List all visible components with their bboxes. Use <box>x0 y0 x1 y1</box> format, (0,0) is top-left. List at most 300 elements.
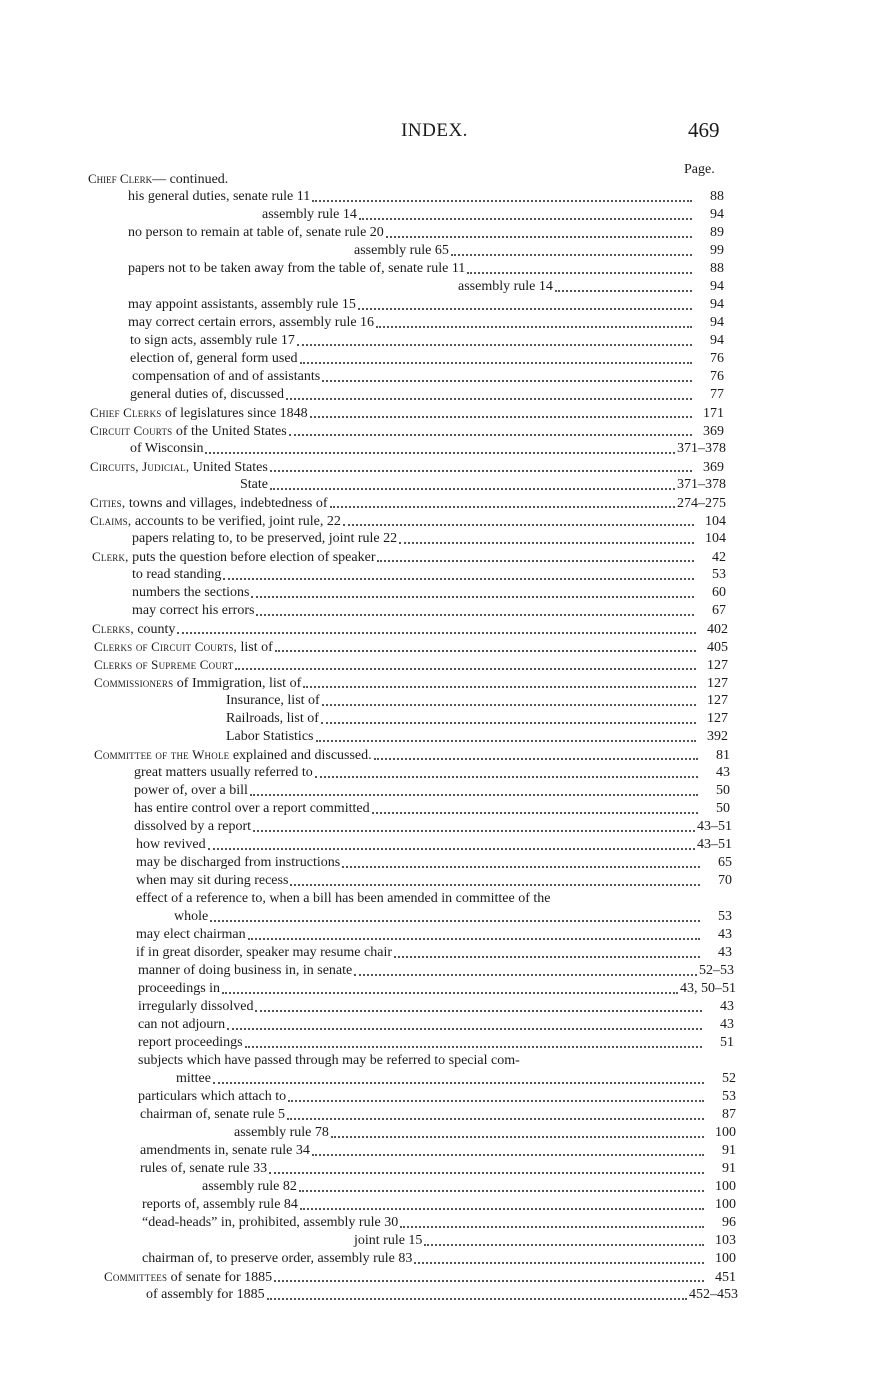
entry-text: general duties of, discussed <box>130 387 284 402</box>
entry-page-number: 452–453 <box>689 1287 738 1302</box>
entry-label <box>140 1160 267 1178</box>
entry-page-number: 67 <box>712 603 726 618</box>
entry-text: subjects which have passed through may be referred to special com- <box>138 1053 520 1068</box>
entry-text: towns and villages, indebtedness of <box>125 496 328 511</box>
leader-dots <box>376 326 692 328</box>
entry-label <box>136 926 246 944</box>
index-entry <box>130 350 724 368</box>
entry-text: of assembly for 1885 <box>146 1287 265 1302</box>
entry-text: numbers the sections <box>132 585 250 600</box>
entry-label <box>130 440 203 458</box>
index-entry <box>132 602 726 620</box>
entry-page-number: 94 <box>710 333 724 348</box>
entry-page-number: 81 <box>716 748 730 763</box>
entry-page-number: 104 <box>705 514 726 529</box>
entry-label <box>132 530 397 548</box>
entry-text: manner of doing business in, in senate <box>138 963 353 978</box>
leader-dots <box>374 758 698 760</box>
leader-dots <box>310 416 692 418</box>
entry-page-number: 127 <box>707 711 728 726</box>
entry-text: if in great disorder, speaker may resume chair <box>136 945 392 960</box>
leader-dots <box>251 596 694 598</box>
entry-label <box>138 998 253 1016</box>
index-entry <box>128 296 724 314</box>
leader-dots <box>386 236 692 238</box>
leader-dots <box>227 1028 702 1030</box>
index-entry <box>132 368 724 386</box>
leader-dots <box>322 704 696 706</box>
entry-term: Committees <box>104 1269 168 1284</box>
entry-text: report proceedings <box>138 1035 243 1050</box>
entry-label <box>134 782 248 800</box>
entry-text: may elect chairman <box>136 927 246 942</box>
leader-dots <box>297 344 692 346</box>
leader-dots <box>208 848 695 850</box>
entry-label <box>226 728 314 746</box>
entry-text: election of, general form used <box>130 351 298 366</box>
entry-text: his general duties, senate rule 11 <box>128 189 311 204</box>
leader-dots <box>274 1280 704 1282</box>
entry-text: how revived <box>136 837 206 852</box>
leader-dots <box>269 1172 704 1174</box>
entry-label <box>128 296 356 314</box>
entry-label <box>134 800 370 818</box>
leader-dots <box>286 398 692 400</box>
entry-text: rules of, senate rule 33 <box>140 1161 268 1176</box>
entry-page-number: 100 <box>715 1197 736 1212</box>
entry-label <box>146 1286 265 1304</box>
entry-page-number: 42 <box>712 550 726 565</box>
entry-page-number: 70 <box>718 873 732 888</box>
index-entry <box>90 512 726 530</box>
entry-label <box>136 944 392 962</box>
entry-page-number: 50 <box>716 783 730 798</box>
entry-text: of the United States <box>172 424 287 439</box>
entry-text: to read standing <box>132 567 222 582</box>
entry-label <box>132 584 249 602</box>
leader-dots <box>205 452 675 454</box>
entry-term: Committee of the Whole <box>94 747 230 762</box>
entry-page-number: 369 <box>703 460 724 475</box>
entry-page-number: 43 <box>716 765 730 780</box>
entry-text: mittee <box>176 1071 211 1086</box>
entry-page-number: 96 <box>722 1215 736 1230</box>
index-entry <box>92 620 728 638</box>
entry-page-number: 100 <box>715 1125 736 1140</box>
entry-page-number: 52 <box>722 1071 736 1086</box>
entry-text: county <box>133 622 176 637</box>
leader-dots <box>331 1136 704 1138</box>
entry-page-number: 100 <box>715 1179 736 1194</box>
entry-label <box>94 674 301 693</box>
index-entry <box>104 1268 736 1286</box>
entry-page-number: 91 <box>722 1161 736 1176</box>
entry-label <box>138 980 220 998</box>
entry-label <box>176 1070 211 1088</box>
leader-dots <box>400 1226 704 1228</box>
entry-text: chairman of, to preserve order, assembly rule 83 <box>142 1251 413 1266</box>
entry-label <box>262 206 357 224</box>
entry-page-number: 53 <box>722 1089 736 1104</box>
leader-dots <box>467 272 692 274</box>
entry-page-number: 88 <box>710 261 724 276</box>
index-entry <box>174 908 732 926</box>
entry-term: Claims, <box>90 513 132 528</box>
entry-text: Railroads, list of <box>226 711 319 726</box>
entry-label <box>128 260 465 278</box>
index-entry <box>132 584 726 602</box>
leader-dots <box>359 218 692 220</box>
index-entry <box>90 494 726 512</box>
leader-dots <box>255 1010 702 1012</box>
entry-text: joint rule 15 <box>354 1233 423 1248</box>
entry-page-number: 53 <box>712 567 726 582</box>
entry-label <box>132 566 221 584</box>
leader-dots <box>372 812 698 814</box>
leader-dots <box>330 506 675 508</box>
index-entry <box>94 638 728 656</box>
index-entry <box>240 476 726 494</box>
index-entry <box>138 998 734 1016</box>
leader-dots <box>312 200 692 202</box>
entry-text: reports of, assembly rule 84 <box>142 1197 298 1212</box>
entry-text: power of, over a bill <box>134 783 248 798</box>
entry-text: of Wisconsin <box>130 441 204 456</box>
entry-page-number: 88 <box>710 189 724 204</box>
entry-text: assembly rule 65 <box>354 243 449 258</box>
entry-text: may be discharged from instructions <box>136 855 341 870</box>
entry-text: — continued. <box>152 172 229 187</box>
index-entry <box>128 188 724 206</box>
leader-dots <box>451 254 692 256</box>
entry-text: Insurance, list of <box>226 693 320 708</box>
leader-dots <box>253 830 695 832</box>
entry-text: chairman of, senate rule 5 <box>140 1107 285 1122</box>
entry-page-number: 77 <box>710 387 724 402</box>
index-entry <box>142 1250 736 1268</box>
entry-page-number: 371–378 <box>677 441 726 456</box>
leader-dots <box>287 1118 704 1120</box>
entry-term: Commissioners <box>94 675 174 690</box>
entry-term: Clerks of Circuit Courts, <box>94 639 237 654</box>
entry-label <box>226 692 320 710</box>
index-heading <box>88 170 228 189</box>
index-entry <box>94 746 730 764</box>
index-entry <box>134 800 730 818</box>
index-entry <box>226 692 728 710</box>
entry-text: whole <box>174 909 209 924</box>
entry-page-number: 52–53 <box>699 963 734 978</box>
entry-label <box>140 1106 285 1124</box>
entry-term: Cities, <box>90 495 126 510</box>
entry-label <box>138 1088 286 1106</box>
entry-text: puts the question before election of speaker <box>128 550 376 565</box>
leader-dots <box>414 1262 704 1264</box>
entry-label <box>354 1232 422 1250</box>
entry-page-number: 51 <box>720 1035 734 1050</box>
leader-dots <box>270 488 675 490</box>
index-entry <box>134 764 730 782</box>
entry-text: of legislatures since 1848 <box>161 406 308 421</box>
entry-page-number: 43–51 <box>697 837 732 852</box>
entry-label <box>104 1268 272 1287</box>
entry-page-number: 43–51 <box>697 819 732 834</box>
entry-label <box>90 458 268 477</box>
entry-page-number: 87 <box>722 1107 736 1122</box>
index-entry <box>94 656 728 674</box>
entry-label <box>138 1016 225 1034</box>
entry-label <box>234 1124 329 1142</box>
entry-page-number: 65 <box>718 855 732 870</box>
entry-text: assembly rule 78 <box>234 1125 329 1140</box>
entry-text: papers not to be taken away from the table of, senate rule 11 <box>128 261 466 276</box>
entry-text: compensation of and of assistants <box>132 369 321 384</box>
entry-page-number: 451 <box>715 1270 736 1285</box>
entry-page-number: 99 <box>710 243 724 258</box>
index-entry <box>136 872 732 890</box>
entry-term: Circuits, Judicial, <box>90 459 190 474</box>
entry-page-number: 127 <box>707 658 728 673</box>
entry-page-number: 94 <box>710 207 724 222</box>
entry-label <box>142 1250 412 1268</box>
entry-label <box>136 836 206 854</box>
entry-page-number: 94 <box>710 297 724 312</box>
entry-text: when may sit during recess <box>136 873 289 888</box>
entry-label <box>136 872 288 890</box>
entry-text: dissolved by a report <box>134 819 252 834</box>
entry-label <box>142 1196 298 1214</box>
entry-text: proceedings in <box>138 981 221 996</box>
entry-label <box>174 908 208 926</box>
index-entry <box>176 1070 736 1088</box>
index-entry <box>142 1214 736 1232</box>
entry-label <box>92 620 175 639</box>
index-entry <box>130 440 726 458</box>
entry-label <box>134 818 251 836</box>
index-entry <box>136 854 732 872</box>
entry-text: irregularly dissolved <box>138 999 254 1014</box>
entry-text: papers relating to, to be preserved, joint rule 22 <box>132 531 398 546</box>
entry-text: list of <box>236 640 273 655</box>
entry-text: amendments in, senate rule 34 <box>140 1143 310 1158</box>
index-entry <box>226 710 728 728</box>
leader-dots <box>394 956 700 958</box>
leader-dots <box>267 1298 687 1300</box>
entry-label <box>458 278 553 296</box>
index-entry <box>458 278 724 296</box>
entry-label <box>136 854 340 872</box>
leader-dots <box>213 1082 704 1084</box>
entry-term: Clerks, <box>92 621 134 636</box>
entry-label <box>130 386 284 404</box>
index-entry <box>140 1142 736 1160</box>
entry-page-number: 76 <box>710 351 724 366</box>
entry-page-number: 103 <box>715 1233 736 1248</box>
entry-label <box>90 494 328 513</box>
entry-page-number: 371–378 <box>677 477 726 492</box>
entry-label <box>240 476 268 494</box>
entry-page-number: 402 <box>707 622 728 637</box>
entry-text: United States <box>189 460 268 475</box>
page-number: 469 <box>688 118 720 142</box>
page-title: INDEX. <box>401 120 468 141</box>
entry-page-number: 43 <box>718 927 732 942</box>
entry-text: effect of a reference to, when a bill has been amended in committee of the <box>136 891 551 906</box>
entry-text: assembly rule 82 <box>202 1179 297 1194</box>
entry-text: of Immigration, list of <box>173 676 302 691</box>
leader-dots <box>424 1244 704 1246</box>
leader-dots <box>312 1154 704 1156</box>
entry-term: Chief Clerks <box>90 405 162 420</box>
entry-label <box>138 1034 243 1052</box>
entry-label <box>94 638 273 657</box>
entry-text: great matters usually referred to <box>134 765 313 780</box>
leader-dots <box>275 650 696 652</box>
entry-text: assembly rule 14 <box>458 279 553 294</box>
entry-label <box>202 1178 297 1196</box>
entry-text: may appoint assistants, assembly rule 15 <box>128 297 356 312</box>
entry-label <box>140 1142 310 1160</box>
index-entry <box>138 1034 734 1052</box>
leader-dots <box>354 974 697 976</box>
leader-dots <box>256 614 694 616</box>
entry-page-number: 100 <box>715 1251 736 1266</box>
index-entry <box>140 1160 736 1178</box>
entry-page-number: 43 <box>720 1017 734 1032</box>
entry-text: of senate for 1885 <box>167 1270 273 1285</box>
entry-page-number: 50 <box>716 801 730 816</box>
leader-dots <box>316 740 697 742</box>
index-entry <box>90 404 724 422</box>
leader-dots <box>343 524 694 526</box>
index-entry-continuation <box>136 890 551 908</box>
leader-dots <box>235 668 696 670</box>
leader-dots <box>555 290 692 292</box>
entry-label <box>90 422 287 441</box>
index-entry <box>134 818 732 836</box>
index-entry <box>234 1124 736 1142</box>
entry-text: explained and discussed. <box>229 748 372 763</box>
index-entry <box>140 1106 736 1124</box>
leader-dots <box>377 560 694 562</box>
index-entry <box>128 260 724 278</box>
leader-dots <box>315 776 698 778</box>
index-entry <box>90 458 724 476</box>
entry-page-number: 43 <box>718 945 732 960</box>
leader-dots <box>250 794 698 796</box>
entry-label <box>142 1214 398 1232</box>
entry-page-number: 104 <box>705 531 726 546</box>
index-entry <box>132 530 726 548</box>
entry-text: has entire control over a report committed <box>134 801 370 816</box>
page-column-label: Page. <box>684 162 715 177</box>
leader-dots <box>288 1100 704 1102</box>
leader-dots <box>300 362 692 364</box>
leader-dots <box>223 578 694 580</box>
leader-dots <box>290 884 700 886</box>
index-entry <box>354 1232 736 1250</box>
index-entry <box>136 836 732 854</box>
index-entry <box>202 1178 736 1196</box>
entry-label <box>132 602 254 620</box>
entry-label <box>138 962 352 980</box>
entry-term: Chief Clerk <box>88 171 153 186</box>
entry-label <box>130 350 298 368</box>
entry-label <box>354 242 449 260</box>
entry-text: may correct certain errors, assembly rule 16 <box>128 315 375 330</box>
index-entry <box>136 926 732 944</box>
entry-page-number: 171 <box>703 406 724 421</box>
entry-label <box>132 368 320 386</box>
entry-page-number: 89 <box>710 225 724 240</box>
index-entry <box>138 1016 734 1034</box>
index-entry <box>134 782 730 800</box>
entry-label <box>130 332 295 350</box>
index-entry <box>146 1286 738 1304</box>
entry-text: no person to remain at table of, senate rule 20 <box>128 225 384 240</box>
entry-text: State <box>240 477 268 492</box>
index-entry <box>130 332 724 350</box>
leader-dots <box>245 1046 702 1048</box>
entry-label <box>128 188 310 206</box>
index-entry-continuation <box>138 1052 520 1070</box>
index-entry <box>138 962 734 980</box>
entry-page-number: 94 <box>710 315 724 330</box>
leader-dots <box>222 992 678 994</box>
index-entry <box>354 242 724 260</box>
entry-text: can not adjourn <box>138 1017 226 1032</box>
index-entry <box>132 566 726 584</box>
leader-dots <box>322 380 692 382</box>
entry-label <box>92 548 375 567</box>
leader-dots <box>289 434 692 436</box>
entry-label <box>94 656 233 675</box>
entry-label <box>128 224 384 242</box>
index-entry <box>130 386 724 404</box>
index-entry <box>138 1088 736 1106</box>
index-entry <box>142 1196 736 1214</box>
entry-page-number: 405 <box>707 640 728 655</box>
entry-text: assembly rule 14 <box>262 207 357 222</box>
entry-page-number: 127 <box>707 693 728 708</box>
entry-label <box>226 710 319 728</box>
index-entry <box>94 674 728 692</box>
entry-text: Labor Statistics <box>226 729 314 744</box>
entry-term: Clerk, <box>92 549 129 564</box>
entry-page-number: 76 <box>710 369 724 384</box>
entry-text: may correct his errors <box>132 603 255 618</box>
index-entry <box>262 206 724 224</box>
leader-dots <box>303 686 696 688</box>
entry-term: Clerks of Supreme Court <box>94 657 234 672</box>
entry-label <box>90 512 341 531</box>
entry-text: particulars which attach to <box>138 1089 287 1104</box>
index-entry <box>90 422 724 440</box>
leader-dots <box>299 1190 704 1192</box>
index-entry <box>138 980 736 998</box>
entry-page-number: 127 <box>707 676 728 691</box>
entry-page-number: 53 <box>718 909 732 924</box>
index-entry <box>128 224 724 242</box>
entry-label <box>134 764 313 782</box>
index-entry <box>136 944 732 962</box>
entry-page-number: 274–275 <box>677 496 726 511</box>
entry-page-number: 60 <box>712 585 726 600</box>
entry-page-number: 43 <box>720 999 734 1014</box>
leader-dots <box>300 1208 704 1210</box>
entry-page-number: 43, 50–51 <box>680 981 736 996</box>
entry-text: to sign acts, assembly rule 17 <box>130 333 295 348</box>
